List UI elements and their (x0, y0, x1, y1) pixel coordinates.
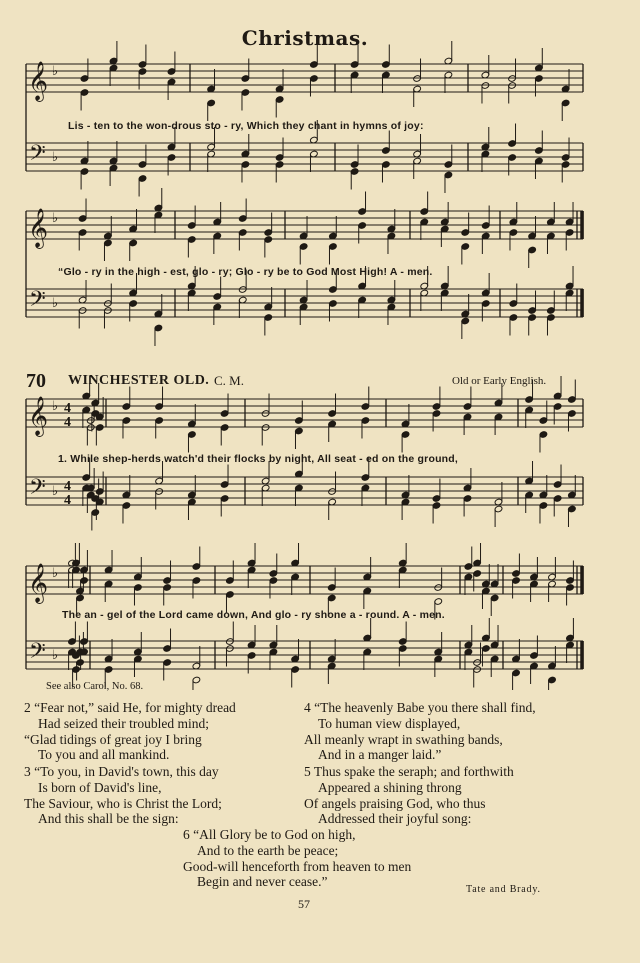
verse-3 (24, 764, 222, 827)
treble-clef-icon: 𝄞 (28, 563, 49, 603)
page-number: 57 (298, 897, 310, 911)
verse-line: Begin and never cease.” (197, 874, 328, 890)
flat-icon: ♭ (52, 64, 59, 79)
verse-line: Of angels praising God, who thus (304, 795, 486, 811)
verse-line: 6 “All Glory be to God on high, (183, 827, 356, 842)
flat-icon: ♭ (52, 296, 59, 311)
time-signature-top: 4 (64, 479, 71, 494)
verse-5 (304, 764, 514, 827)
flat-icon: ♭ (52, 399, 59, 414)
verse-line: Is born of David's line, (38, 779, 162, 795)
tune-meter: C. M. (214, 373, 244, 388)
tune-name: WINCHESTER OLD. (68, 373, 210, 388)
lyrics-row-4: The an - gel of the Lord came down, And glo - ry shone a - round. A - men. (62, 609, 445, 621)
see-also-note: See also Carol, No. 68. (46, 681, 144, 692)
bass-clef-icon: 𝄢 (29, 141, 46, 171)
flat-icon: ♭ (52, 648, 59, 663)
verse-4 (304, 700, 536, 763)
author-credit: Tate and Brady. (466, 884, 541, 895)
bass-clef-icon: 𝄢 (29, 287, 46, 317)
hymn-number: 70 (26, 370, 46, 392)
lyrics-row-1: Lis - ten to the won-drous sto - ry, Which they chant in hymns of joy: (68, 120, 424, 132)
verse-6 (183, 827, 411, 890)
verse-line: And this shall be the sign: (38, 811, 179, 827)
verse-line: Addressed their joyful song: (318, 811, 472, 827)
verse-line: To you and all mankind. (38, 747, 170, 763)
section-heading: Christmas. (241, 26, 369, 50)
verse-line: And to the earth be peace; (197, 842, 339, 858)
time-signature-bottom: 4 (64, 415, 71, 430)
time-signature-top: 4 (64, 401, 71, 416)
verse-line: Had seized their troubled mind; (38, 715, 209, 731)
verse-line: And in a manger laid.” (318, 747, 442, 763)
verse-2 (24, 700, 236, 763)
flat-icon: ♭ (52, 566, 59, 581)
verse-line: 3 “To you, in David's town, this day (24, 764, 219, 779)
tune-origin: Old or Early English. (452, 375, 547, 387)
verse-line: Appeared a shining throng (318, 779, 462, 795)
verse-line: The Saviour, who is Christ the Lord; (24, 795, 222, 811)
lyrics-row-2: “Glo - ry in the high - est, glo - ry; Glo - ry be to God Most High! A - men. (58, 266, 433, 278)
treble-clef-icon: 𝄞 (28, 61, 49, 101)
verse-line: To human view displayed, (318, 715, 461, 731)
lyrics-row-3: 1. While shep-herds watch'd their flocks by night, All seat - ed on the ground, (58, 453, 459, 465)
treble-clef-icon: 𝄞 (28, 208, 49, 248)
flat-icon: ♭ (52, 484, 59, 499)
flat-icon: ♭ (52, 211, 59, 226)
verse-line: 2 “Fear not,” said He, for mighty dread (24, 700, 236, 715)
flat-icon: ♭ (52, 150, 59, 165)
bass-clef-icon: 𝄢 (29, 475, 46, 505)
treble-clef-icon: 𝄞 (28, 396, 49, 436)
verse-line: “Glad tidings of great joy I bring (24, 731, 202, 747)
verse-line: 4 “The heavenly Babe you there shall find, (304, 700, 536, 715)
verse-line: All meanly wrapt in swathing bands, (304, 731, 503, 747)
bass-clef-icon: 𝄢 (29, 639, 46, 669)
verse-line: Good-will henceforth from heaven to men (183, 858, 412, 874)
verse-line: 5 Thus spake the seraph; and forthwith (304, 764, 514, 779)
time-signature-bottom: 4 (64, 493, 71, 508)
